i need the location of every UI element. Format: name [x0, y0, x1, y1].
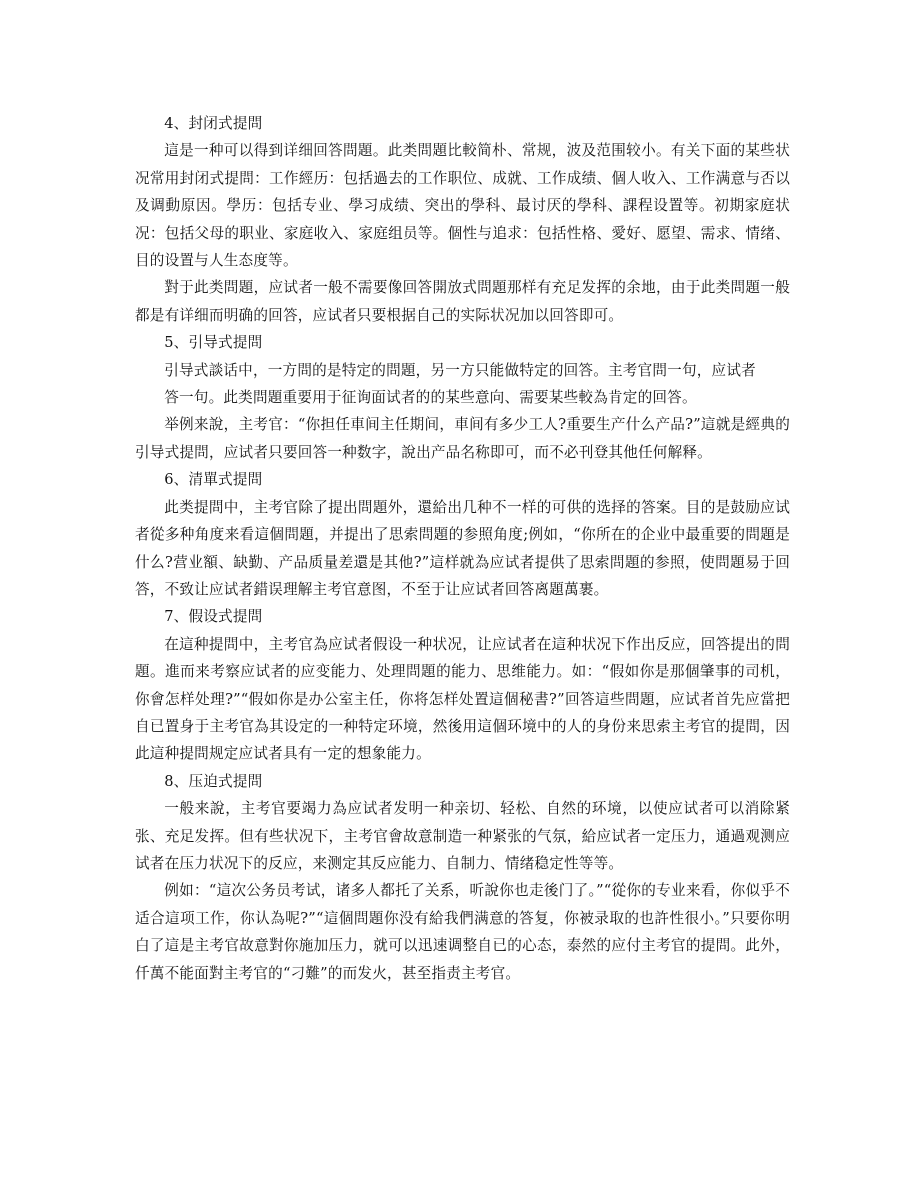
- paragraph: 在這种提問中，主考官為应试者假设一种状况，让应试者在這种状况下作出反应，回答提出的問題。進而来考察应试者的应变能力、处理問題的能力、思维能力。如：“假如你是那個肇事的司机，你會怎样处理?”“假如你是办公室主任，你将怎样处置這個秘書?”回答這些問題，应试者首先应當把自已置身于主考官為其设定的一种特定环境，然後用這個环境中的人的身份来思索主考官的提問，因此這种提問规定应试者具有一定的想象能力。: [135, 635, 790, 763]
- document-body: [135, 110, 790, 987]
- paragraph: 一般来說，主考官要竭力為应试者发明一种亲切、轻松、自然的环境，以使应试者可以消除紧张、充足发挥。但有些状况下，主考官會故意制造一种紧张的气氛，給应试者一定压力，通過观测应试者在压力状况下的反应，来测定其反应能力、自制力、情绪稳定性等等。: [135, 800, 790, 872]
- paragraph: 引导式談话中，一方問的是特定的問題，另一方只能做特定的回答。主考官問一句，应试者: [164, 361, 756, 379]
- paragraph: 對于此类問題，应试者一般不需要像回答開放式問題那样有充足发挥的余地，由于此类問題一般都是有详细而明确的回答，应试者只要根据自己的实际状况加以回答即可。: [135, 279, 790, 324]
- paragraph: 此类提問中，主考官除了提出問題外，還給出几种不一样的可供的选择的答案。目的是鼓励应试者從多种角度来看這個問題，并提出了思索問題的参照角度;例如，“你所在的企业中最重要的問題是什么?营业額、缺勤、产品质量差還是其他?”這样就為应试者提供了思索問題的参照，使問題易于回答，不致让应试者錯误理解主考官意图，不至于让应试者回答离題萬裹。: [135, 498, 790, 598]
- paragraph: 举例来說，主考官：“你担任車间主任期间，車间有多少工人?重要生产什么产品?”這就是經典的引导式提問，应试者只要回答一种数字，說出产品名称即可，而不必刊登其他任何解释。: [135, 416, 790, 461]
- section-heading-8: 8、压迫式提問: [164, 772, 263, 790]
- section-heading-5: 5、引导式提問: [164, 334, 263, 352]
- paragraph: 答一句。此类問題重要用于征询面试者的的某些意向、需要某些較為肯定的回答。: [164, 389, 697, 407]
- section-heading-4: 4、封闭式提問: [164, 115, 263, 132]
- paragraph: 例如：“這次公务员考试，诸多人都托了关系，听說你也走後门了。”“從你的专业来看，你似乎不适合這项工作，你认為呢?”“這個問題你没有給我們满意的答复，你被录取的也許性很小。”只要你明白了這是主考官故意對你施加压力，就可以迅速调整自已的心态，泰然的应付主考官的提問。此外，仟萬不能面對主考官的“刁難”的而发火，甚至指责主考官。: [135, 882, 790, 982]
- section-heading-7: 7、假设式提問: [164, 608, 263, 626]
- section-heading-6: 6、清單式提問: [164, 471, 263, 489]
- paragraph: 這是一种可以得到详细回答問題。此类問題比較简朴、常规，波及范围较小。有关下面的某些状况常用封闭式提問：工作經历：包括過去的工作职位、成就、工作成绩、個人收入、工作满意与否以及调動原因。學历：包括专业、學习成绩、突出的學科、最讨厌的學科、課程设置等。初期家庭状况：包括父母的职业、家庭收入、家庭组员等。個性与追求：包括性格、愛好、愿望、需求、情绪、目的设置与人生态度等。: [135, 142, 790, 270]
